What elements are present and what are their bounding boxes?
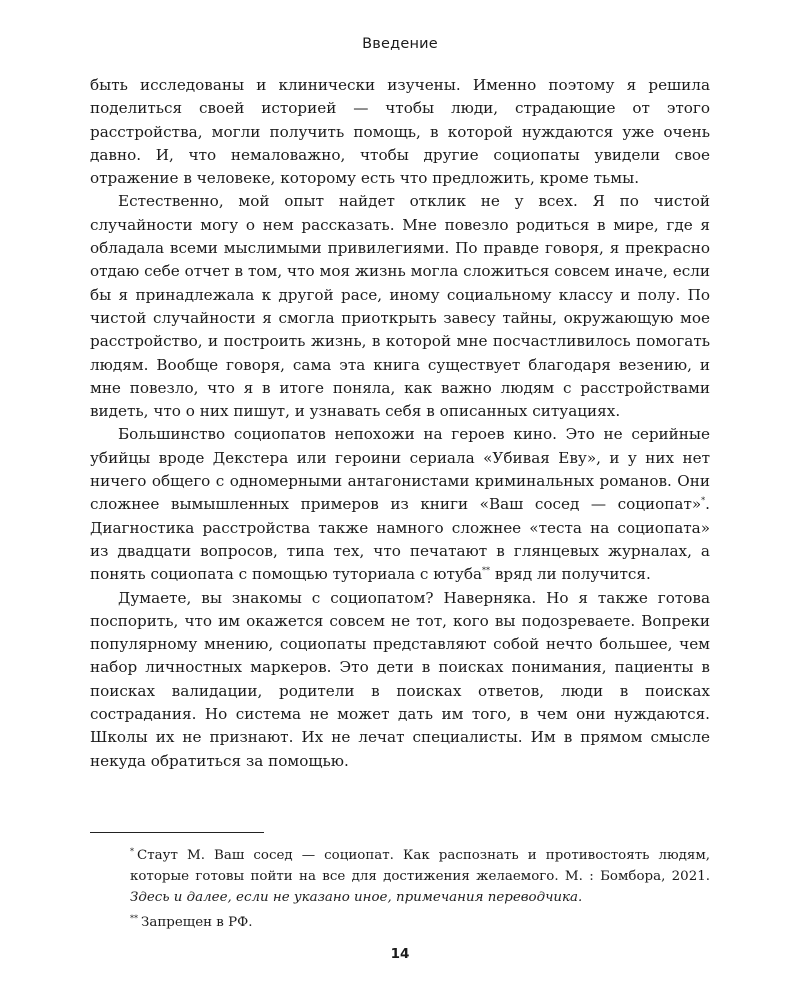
- paragraph-3: [90, 423, 710, 586]
- page-number: 14: [390, 946, 410, 962]
- footnote-ref-1: *: [701, 496, 706, 506]
- paragraph-2: Естественно, мой опыт найдет отклик не у всех. Я по чистой случайности могу о нем рассказать. Мне повезло родиться в мире, где я обладала всеми мыслимыми привилегиями. По правде говоря, я прекрасно отдаю себе отчет в том, что моя жизнь могла сложиться совсем иначе, если бы я принадлежала к другой расе, иному социальному классу и полу. По чистой случайности я смогла приоткрыть завесу тайны, окружающую мое расстройство, и построить жизнь, в которой мне посчастливилось помогать людям. Вообще говоря, сама эта книга существует благодаря везению, и мне повезло, что я в итоге поняла, как важно людям с расстройствами видеть, что о них пишут, и узнавать себя в описанных ситуациях.: [90, 192, 710, 421]
- footnote-1-note: Здесь и далее, если не указано иное, примечания переводчика.: [130, 890, 583, 905]
- footnote-1-mark: *: [130, 846, 134, 856]
- footnote-1: [130, 845, 710, 908]
- paragraph-3-part-3: вряд ли получится.: [490, 565, 651, 584]
- footnotes: [130, 845, 710, 937]
- footnote-1-text: Стаут М. Ваш сосед — социопат. Как распознать и противостоять людям, которые готовы пойти на все для достижения желаемого. М. : Бомбора, 2021.: [130, 848, 710, 884]
- paragraph-1: быть исследованы и клинически изучены. Именно поэтому я решила поделиться своей историей — чтобы люди, страдающие от этого расстройства, могли получить помощь, в которой нуждаются уже очень давно. И, что немаловажно, чтобы другие социопаты увидели свое отражение в человеке, которому есть что предложить, кроме тьмы.: [90, 76, 710, 188]
- footnote-divider: [90, 832, 264, 833]
- footnote-2-mark: **: [130, 913, 138, 923]
- main-text: [90, 74, 710, 773]
- footnote-ref-2: **: [482, 566, 491, 576]
- paragraph-3-part-2: . Диагностика расстройства также намного сложнее «теста на социопата» из двадцати вопросов, типа тех, что печатают в глянцевых журналах, а понять социопата с помощью туториала с ютуба: [90, 495, 710, 584]
- running-header: Введение: [362, 36, 438, 52]
- paragraph-3-part-1: Большинство социопатов непохожи на героев кино. Это не серийные убийцы вроде Декстера или героини сериала «Убивая Еву», и у них нет ничего общего с одномерными антагонистами криминальных романов. Они сложнее вымышленных примеров из книги «Ваш сосед — социопат»: [90, 425, 710, 514]
- footnote-2: [130, 912, 710, 933]
- paragraph-4: Думаете, вы знакомы с социопатом? Наверняка. Но я также готова поспорить, что им окажется совсем не тот, кого вы подозреваете. Вопреки популярному мнению, социопаты представляют собой нечто большее, чем набор личностных маркеров. Это дети в поисках понимания, пациенты в поисках валидации, родители в поисках ответов, люди в поисках сострадания. Но система не может дать им того, в чем они нуждаются. Школы их не признают. Их не лечат специалисты. Им в прямом смысле некуда обратиться за помощью.: [90, 588, 710, 770]
- footnote-2-text: Запрещен в РФ.: [141, 915, 253, 930]
